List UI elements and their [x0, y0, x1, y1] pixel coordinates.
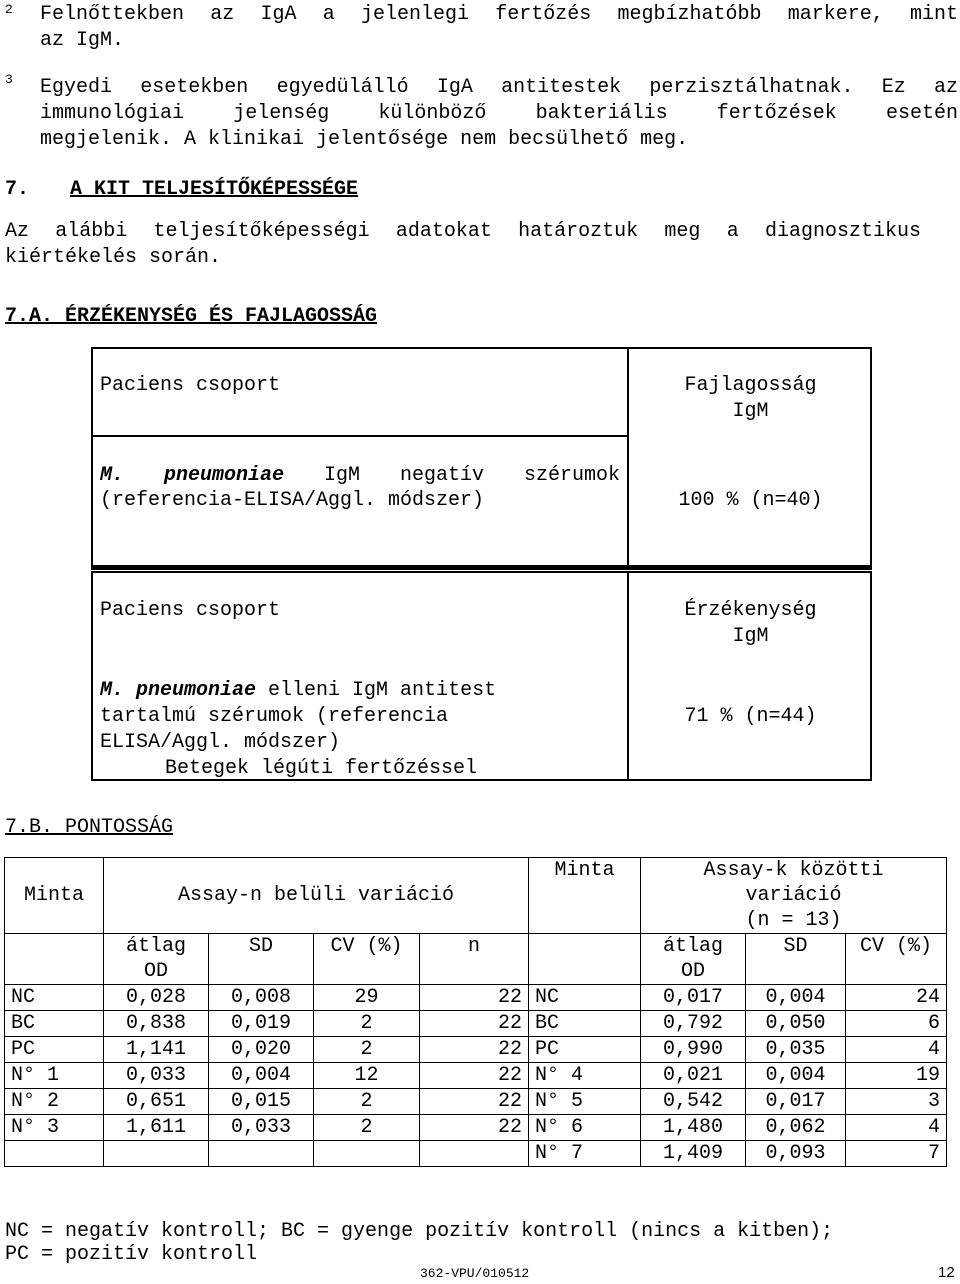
table-cell: 22 [420, 1063, 529, 1089]
specificity-value: 100 % (n=40) [678, 489, 823, 512]
table-cell: 4 [846, 1115, 947, 1141]
organism-name: M. pneumoniae [100, 464, 285, 487]
table-cell: NC [5, 985, 104, 1011]
sensitivity-row-line-3: ELISA/Aggl. módszer) [100, 731, 341, 754]
sub-header-sd: SD [209, 934, 314, 985]
sub-header-atlag: átlag [104, 934, 209, 960]
table-cell: 0,050 [746, 1011, 846, 1037]
table-cell: 3 [846, 1089, 947, 1115]
table-cell: 0,017 [746, 1089, 846, 1115]
table-cell: 2 [314, 1089, 420, 1115]
section-7-intro-line-1: Az alábbi teljesítőképességi adatokat határoztuk meg a diagnosztikus [5, 220, 921, 243]
table-cell: 0,004 [746, 1063, 846, 1089]
sensitivity-header-group: Paciens csoport [100, 599, 281, 622]
table-cell: 6 [846, 1011, 947, 1037]
table-cell: 12 [314, 1063, 420, 1089]
table-cell [104, 1141, 209, 1167]
sub-header-cv-2: CV (%) [846, 934, 947, 985]
table-cell [420, 1141, 529, 1167]
table-cell: N° 6 [529, 1115, 641, 1141]
legend-line-2: PC = pozitív kontroll [5, 1243, 258, 1266]
table-cell: 1,141 [104, 1037, 209, 1063]
table-cell: BC [529, 1011, 641, 1037]
table-cell: 0,004 [209, 1063, 314, 1089]
sub-header-n: n [420, 934, 529, 985]
table-cell: N° 5 [529, 1089, 641, 1115]
table-cell: 0,019 [209, 1011, 314, 1037]
sensitivity-header-title: Érzékenység [684, 599, 817, 622]
table-cell: 0,792 [641, 1011, 746, 1037]
table-cell: BC [5, 1011, 104, 1037]
table-cell: 2 [314, 1011, 420, 1037]
table-cell: 1,611 [104, 1115, 209, 1141]
table-cell: N° 1 [5, 1063, 104, 1089]
table-cell: 0,035 [746, 1037, 846, 1063]
document-code: 362-VPU/010512 [420, 1266, 530, 1281]
table-cell: 0,004 [746, 985, 846, 1011]
col-header-inter-assay-2: variáció [641, 883, 947, 908]
sub-header-od-2: OD [641, 959, 746, 985]
table-cell: 0,990 [641, 1037, 746, 1063]
table-cell: 1,480 [641, 1115, 746, 1141]
table-cell: NC [529, 985, 641, 1011]
table-cell: 0,062 [746, 1115, 846, 1141]
table-cell: N° 3 [5, 1115, 104, 1141]
section-7b-title: 7.B. PONTOSSÁG [5, 816, 174, 839]
footnote-3-line-2: immunológiai jelenség különböző bakteriális fertőzések esetén [40, 102, 958, 125]
table-cell: 0,651 [104, 1089, 209, 1115]
table-cell: 22 [420, 1037, 529, 1063]
section-7-number: 7. [5, 178, 30, 201]
sensitivity-row-line-1 [100, 679, 496, 702]
table-row [5, 1115, 947, 1141]
sub-header-cv: CV (%) [314, 934, 420, 985]
table-cell: 0,838 [104, 1011, 209, 1037]
sensitivity-header-igm: IgM [732, 625, 769, 648]
sensitivity-row-line-2: tartalmú szérumok (referencia [100, 705, 449, 728]
section-7-intro-line-2: kiértékelés során. [5, 246, 222, 269]
specificity-row-line-2 [100, 489, 484, 512]
sub-header-sd-2: SD [746, 934, 846, 985]
footnote-3-line-3: megjelenik. A klinikai jelentősége nem becsülhető meg. [40, 128, 689, 151]
legend-line-1: NC = negatív kontroll; BC = gyenge pozitív kontroll (nincs a kitben); [5, 1220, 834, 1243]
table-cell: 2 [314, 1115, 420, 1141]
table-row [5, 1037, 947, 1063]
col-header-minta: Minta [5, 858, 104, 934]
table-cell: 4 [846, 1037, 947, 1063]
footnote-2-line-1: Felnőttekben az IgA a jelenlegi fertőzés megbízhatóbb markere, mint [40, 3, 958, 26]
col-header-inter-assay-3: (n = 13) [641, 908, 947, 934]
specificity-row-desc: IgM negatív szérumok [324, 464, 620, 487]
table-cell: 0,033 [104, 1063, 209, 1089]
page-number: 12 [938, 1264, 955, 1281]
specificity-row-method: (referencia-ELISA/Aggl. módszer) [100, 489, 485, 512]
precision-table [4, 857, 947, 1167]
table-row [5, 1089, 947, 1115]
sub-header-atlag-2: átlag [641, 934, 746, 960]
table-cell: 0,033 [209, 1115, 314, 1141]
table-cell: 0,017 [641, 985, 746, 1011]
table-row [5, 1063, 947, 1089]
section-7a-title: 7.A. ÉRZÉKENYSÉG ÉS FAJLAGOSSÁG [5, 305, 378, 328]
table-cell: N° 2 [5, 1089, 104, 1115]
organism-name: M. pneumoniae [100, 679, 257, 702]
specificity-row-line-1 [100, 464, 620, 487]
footnote-3-line-1: Egyedi esetekben egyedülálló IgA antitestek perzisztálhatnak. Ez az [40, 76, 958, 99]
table-cell: 19 [846, 1063, 947, 1089]
table-cell: 0,008 [209, 985, 314, 1011]
table-cell: 0,015 [209, 1089, 314, 1115]
table-cell: PC [5, 1037, 104, 1063]
table-cell: 2 [314, 1037, 420, 1063]
col-header-intra-assay: Assay-n belüli variáció [104, 858, 529, 934]
table-cell: N° 7 [529, 1141, 641, 1167]
table-cell: 0,021 [641, 1063, 746, 1089]
col-header-inter-assay-1: Assay-k közötti [641, 858, 947, 884]
table-cell: 0,093 [746, 1141, 846, 1167]
sensitivity-row-line-4: Betegek légúti fertőzéssel [165, 757, 478, 780]
specificity-header-igm: IgM [732, 400, 769, 423]
specificity-header-group: Paciens csoport [100, 374, 281, 397]
table-cell: 1,409 [641, 1141, 746, 1167]
table-row [5, 985, 947, 1011]
table-cell: 0,542 [641, 1089, 746, 1115]
table-cell: PC [529, 1037, 641, 1063]
section-7-title: A KIT TELJESÍTŐKÉPESSÉGE [70, 178, 359, 201]
table-row [5, 1011, 947, 1037]
table-cell: 22 [420, 1089, 529, 1115]
table-cell: 22 [420, 1115, 529, 1141]
specificity-header-title: Fajlagosság [684, 374, 817, 397]
sensitivity-row-desc: elleni IgM antitest [256, 679, 497, 702]
table-row [5, 1141, 947, 1167]
table-cell: 22 [420, 985, 529, 1011]
table-cell: 24 [846, 985, 947, 1011]
table-cell: 7 [846, 1141, 947, 1167]
table-cell: 0,020 [209, 1037, 314, 1063]
footnote-2-line-2: az IgM. [40, 29, 125, 52]
col-header-minta-2: Minta [529, 858, 641, 884]
table-cell [5, 1141, 104, 1167]
table-cell: N° 4 [529, 1063, 641, 1089]
sensitivity-value: 71 % (n=44) [684, 705, 817, 728]
table-cell: 29 [314, 985, 420, 1011]
table-cell [209, 1141, 314, 1167]
footnote-3-number: 3 [5, 72, 13, 87]
table-cell: 22 [420, 1011, 529, 1037]
table-cell [314, 1141, 420, 1167]
footnote-2-number: 2 [5, 2, 13, 17]
table-cell: 0,028 [104, 985, 209, 1011]
sub-header-od: OD [104, 959, 209, 985]
